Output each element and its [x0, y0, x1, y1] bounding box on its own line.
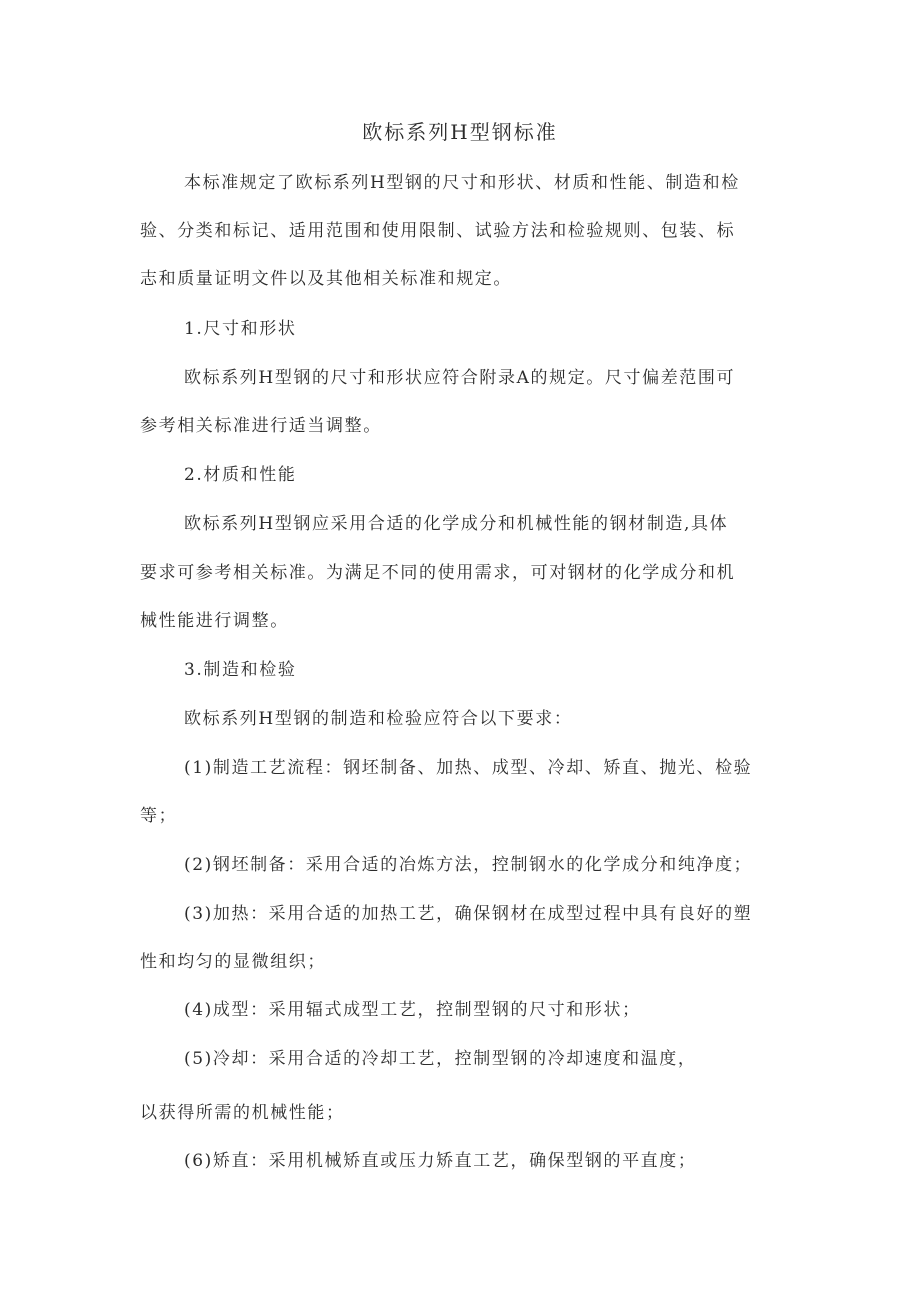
intro-line-3: 志和质量证明文件以及其他相关标准和规定。: [140, 269, 512, 289]
list-item-5-line-1: (5)冷却：采用合适的冷却工艺，控制型钢的冷却速度和温度，: [184, 1049, 697, 1069]
list-item-2: (2)钢坯制备：采用合适的冶炼方法，控制钢水的化学成分和纯净度；: [184, 855, 753, 875]
list-item-3-line-2: 性和均匀的显微组织；: [140, 952, 326, 972]
list-item-4: (4)成型：采用辐式成型工艺，控制型钢的尺寸和形状；: [184, 1000, 641, 1020]
section-1-line-1: 欧标系列H型钢的尺寸和形状应符合附录A的规定。尺寸偏差范围可: [184, 368, 736, 388]
section-heading-2: 2.材质和性能: [184, 465, 297, 485]
intro-line-2: 验、分类和标记、适用范围和使用限制、试验方法和检验规则、包装、标: [140, 221, 736, 241]
section-heading-1: 1.尺寸和形状: [184, 319, 297, 339]
intro-line-1: 本标准规定了欧标系列H型钢的尺寸和形状、材质和性能、制造和检: [184, 173, 740, 193]
section-2-line-2: 要求可参考相关标准。为满足不同的使用需求，可对钢材的化学成分和机: [140, 563, 736, 583]
section-2-line-1: 欧标系列H型钢应采用合适的化学成分和机械性能的钢材制造,具体: [184, 514, 729, 534]
list-item-1-line-1: (1)制造工艺流程：钢坯制备、加热、成型、冷却、矫直、抛光、检验: [184, 758, 753, 778]
list-item-3-line-1: (3)加热：采用合适的加热工艺，确保钢材在成型过程中具有良好的塑: [184, 904, 753, 924]
list-item-1-line-2: 等；: [140, 806, 178, 826]
list-item-6: (6)矫直：采用机械矫直或压力矫直工艺，确保型钢的平直度；: [184, 1151, 697, 1171]
section-1-line-2: 参考相关标准进行适当调整。: [140, 416, 382, 436]
document-title: 欧标系列H型钢标准: [362, 120, 558, 144]
section-3-intro: 欧标系列H型钢的制造和检验应符合以下要求：: [184, 709, 573, 729]
section-2-line-3: 械性能进行调整。: [140, 611, 289, 631]
list-item-5-line-2: 以获得所需的机械性能；: [140, 1103, 345, 1123]
section-heading-3: 3.制造和检验: [184, 660, 297, 680]
